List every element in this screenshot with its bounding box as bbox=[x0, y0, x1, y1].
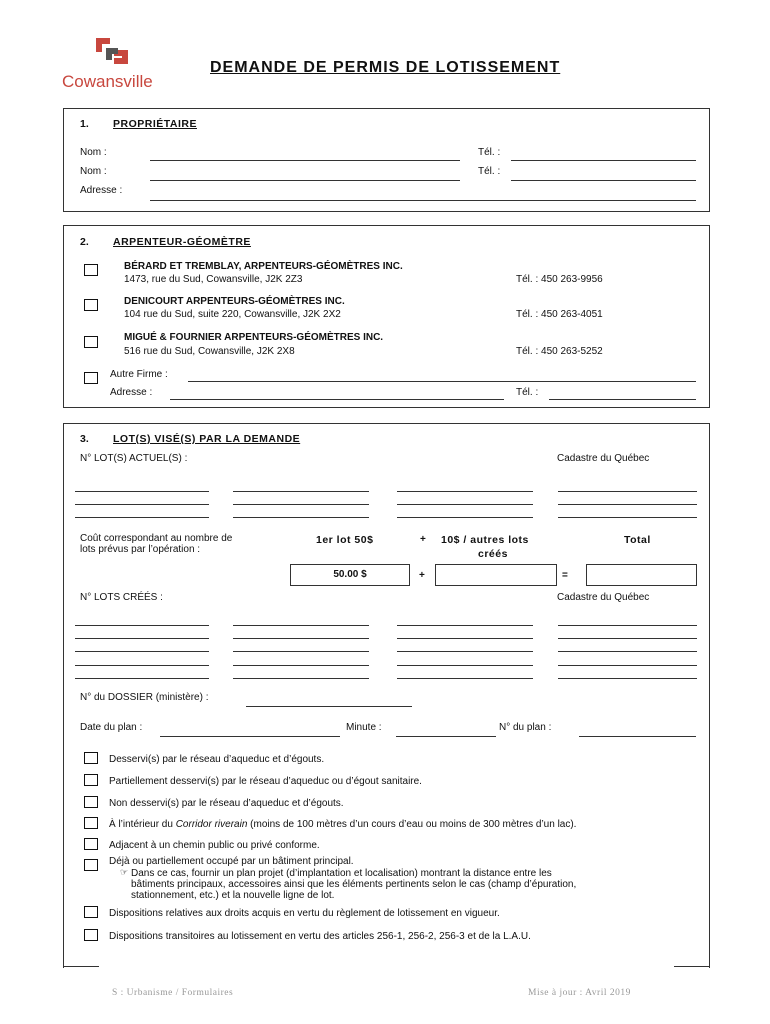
firm-2-tel: Tél. : 450 263-4051 bbox=[516, 309, 603, 320]
option-desservi-checkbox[interactable] bbox=[84, 752, 98, 764]
lot-cree-field-r3-c4[interactable] bbox=[558, 651, 697, 652]
date-plan-label: Date du plan : bbox=[80, 722, 143, 733]
page-title: DEMANDE DE PERMIS DE LOTISSEMENT bbox=[210, 59, 561, 76]
logo-text: Cowansville bbox=[62, 72, 153, 91]
minute-label: Minute : bbox=[346, 722, 382, 733]
nom-field-1[interactable] bbox=[150, 160, 460, 161]
firm-1-name: BÉRARD ET TREMBLAY, ARPENTEURS-GÉOMÈTRES INC. bbox=[124, 261, 403, 272]
option-desservi-label: Desservi(s) par le réseau d’aqueduc et d’égouts. bbox=[109, 754, 325, 765]
footer-left: S : Urbanisme / Formulaires bbox=[112, 988, 234, 998]
section-2-number: 2. bbox=[80, 236, 89, 248]
lot-actuel-field-r2-c3[interactable] bbox=[397, 504, 533, 505]
lot-cree-field-r4-c1[interactable] bbox=[75, 665, 209, 666]
lot-cree-field-r1-c2[interactable] bbox=[233, 625, 369, 626]
lot-actuel-field-r2-c2[interactable] bbox=[233, 504, 369, 505]
firm-1-address: 1473, rue du Sud, Cowansville, J2K 2Z3 bbox=[124, 274, 303, 285]
lot-cree-field-r5-c1[interactable] bbox=[75, 678, 209, 679]
lot-actuel-field-r1-c3[interactable] bbox=[397, 491, 533, 492]
lot-actuel-field-r1-c4[interactable] bbox=[558, 491, 697, 492]
lot-cree-field-r3-c2[interactable] bbox=[233, 651, 369, 652]
option-corridor-prefix: À l’intérieur du bbox=[109, 819, 173, 830]
lot-cree-field-r2-c1[interactable] bbox=[75, 638, 209, 639]
corner-mark-right bbox=[674, 966, 710, 967]
cowansville-logo-icon bbox=[92, 34, 132, 68]
lot-cree-field-r3-c3[interactable] bbox=[397, 651, 533, 652]
other-lots-label-1: 10$ / autres lots bbox=[441, 534, 529, 546]
firm-3-tel: Tél. : 450 263-5252 bbox=[516, 346, 603, 357]
autre-tel-label: Tél. : bbox=[516, 387, 539, 398]
nom-field-2[interactable] bbox=[150, 180, 460, 181]
section-2-title: ARPENTEUR-GÉOMÈTRE bbox=[113, 236, 251, 248]
lot-cree-field-r3-c1[interactable] bbox=[75, 651, 209, 652]
autre-firme-label: Autre Firme : bbox=[110, 369, 168, 380]
nom-label-2: Nom : bbox=[80, 166, 107, 177]
total-value-field[interactable] bbox=[586, 564, 697, 586]
lot-cree-field-r2-c3[interactable] bbox=[397, 638, 533, 639]
autre-adresse-field[interactable] bbox=[170, 399, 504, 400]
other-lots-label-2: créés bbox=[478, 548, 508, 560]
firm-2-name: DENICOURT ARPENTEURS-GÉOMÈTRES INC. bbox=[124, 296, 345, 307]
lot-cree-field-r5-c2[interactable] bbox=[233, 678, 369, 679]
no-plan-field[interactable] bbox=[579, 736, 696, 737]
city-logo bbox=[62, 34, 174, 94]
dossier-field[interactable] bbox=[246, 706, 412, 707]
firm-3-checkbox[interactable] bbox=[84, 336, 98, 348]
option-droits-acquis-label: Dispositions relatives aux droits acquis en vertu du règlement de lotissement en vigueur. bbox=[109, 908, 500, 919]
firm-1-checkbox[interactable] bbox=[84, 264, 98, 276]
option-occupe-label: Déjà ou partiellement occupé par un bâtiment principal. bbox=[109, 856, 354, 867]
lot-actuel-field-r3-c2[interactable] bbox=[233, 517, 369, 518]
plus-sign-1: + bbox=[420, 534, 426, 545]
autre-firme-field[interactable] bbox=[188, 381, 696, 382]
option-corridor-label bbox=[109, 819, 576, 830]
lot-actuel-field-r1-c1[interactable] bbox=[75, 491, 209, 492]
lot-actuel-field-r1-c2[interactable] bbox=[233, 491, 369, 492]
firm-1-tel: Tél. : 450 263-9956 bbox=[516, 274, 603, 285]
lot-cree-field-r5-c4[interactable] bbox=[558, 678, 697, 679]
lot-actuel-field-r2-c1[interactable] bbox=[75, 504, 209, 505]
lot-actuel-field-r3-c3[interactable] bbox=[397, 517, 533, 518]
autre-adresse-label: Adresse : bbox=[110, 387, 153, 398]
option-corridor-checkbox[interactable] bbox=[84, 817, 98, 829]
firm-2-address: 104 rue du Sud, suite 220, Cowansville, J2K 2X2 bbox=[124, 309, 341, 320]
section-1-title: PROPRIÉTAIRE bbox=[113, 118, 197, 130]
no-plan-label: N° du plan : bbox=[499, 722, 552, 733]
option-adjacent-checkbox[interactable] bbox=[84, 838, 98, 850]
option-non-desservi-label: Non desservi(s) par le réseau d’aqueduc et d’égouts. bbox=[109, 798, 344, 809]
pointing-hand-icon: ☞ bbox=[120, 867, 129, 877]
firm-3-name: MIGUÉ & FOURNIER ARPENTEURS-GÉOMÈTRES INC. bbox=[124, 332, 384, 343]
option-corridor-italic: Corridor riverain bbox=[175, 819, 248, 830]
option-adjacent-label: Adjacent à un chemin public ou privé conforme. bbox=[109, 840, 320, 851]
tel-label-2: Tél. : bbox=[478, 166, 501, 177]
occupe-note-line-3: stationnement, etc.) et la nouvelle ligne de lot. bbox=[131, 890, 335, 901]
occupe-note-line-1: Dans ce cas, fournir un plan projet (d’implantation et localisation) montrant la distance entre les bbox=[131, 868, 552, 879]
lot-cree-field-r4-c3[interactable] bbox=[397, 665, 533, 666]
lots-actuels-label: N° LOT(S) ACTUEL(S) : bbox=[80, 453, 188, 464]
tel-field-1[interactable] bbox=[511, 160, 696, 161]
cadastre-label-2: Cadastre du Québec bbox=[557, 592, 650, 603]
corner-mark-left bbox=[63, 966, 99, 967]
lot-cree-field-r2-c4[interactable] bbox=[558, 638, 697, 639]
firm-2-checkbox[interactable] bbox=[84, 299, 98, 311]
dossier-label: N° du DOSSIER (ministère) : bbox=[80, 692, 209, 703]
section-3-title: LOT(S) VISÉ(S) PAR LA DEMANDE bbox=[113, 433, 301, 445]
section-1-number: 1. bbox=[80, 118, 89, 130]
other-lots-value-field[interactable] bbox=[435, 564, 557, 586]
date-plan-field[interactable] bbox=[160, 736, 340, 737]
tel-label-1: Tél. : bbox=[478, 147, 501, 158]
option-partiellement-label: Partiellement desservi(s) par le réseau d’aqueduc ou d’égout sanitaire. bbox=[109, 776, 422, 787]
lot-cree-field-r5-c3[interactable] bbox=[397, 678, 533, 679]
cout-label-line-1: Coût correspondant au nombre de bbox=[80, 533, 233, 544]
autre-tel-field[interactable] bbox=[549, 399, 696, 400]
plus-sign-2: + bbox=[419, 570, 425, 581]
tel-field-2[interactable] bbox=[511, 180, 696, 181]
occupe-note-line-2: bâtiments principaux, accessoires ainsi que les éléments pertinents selon le cas (champ d’épuration, bbox=[131, 879, 577, 890]
first-lot-label: 1er lot 50$ bbox=[316, 534, 374, 546]
cadastre-label-1: Cadastre du Québec bbox=[557, 453, 650, 464]
equals-sign: = bbox=[562, 570, 568, 581]
lot-actuel-field-r3-c4[interactable] bbox=[558, 517, 697, 518]
total-label: Total bbox=[624, 534, 651, 546]
option-corridor-rest: (moins de 100 mètres d’un cours d’eau ou moins de 300 mètres d’un lac). bbox=[250, 819, 577, 830]
adresse-field[interactable] bbox=[150, 200, 696, 201]
lot-cree-field-r4-c2[interactable] bbox=[233, 665, 369, 666]
option-dispositions-transitoires-checkbox[interactable] bbox=[84, 929, 98, 941]
option-dispositions-transitoires-label: Dispositions transitoires au lotissement en vertu des articles 256-1, 256-2, 256-3 et de la L.A.U. bbox=[109, 931, 531, 942]
lot-cree-field-r1-c3[interactable] bbox=[397, 625, 533, 626]
lot-actuel-field-r2-c4[interactable] bbox=[558, 504, 697, 505]
section-3-number: 3. bbox=[80, 433, 89, 445]
lots-crees-label: N° LOTS CRÉÉS : bbox=[80, 592, 163, 603]
adresse-label: Adresse : bbox=[80, 185, 123, 196]
minute-field[interactable] bbox=[396, 736, 496, 737]
lot-cree-field-r1-c1[interactable] bbox=[75, 625, 209, 626]
option-occupe-checkbox[interactable] bbox=[84, 859, 98, 871]
cout-label-line-2: lots prévus par l’opération : bbox=[80, 544, 201, 555]
option-partiellement-checkbox[interactable] bbox=[84, 774, 98, 786]
lot-cree-field-r1-c4[interactable] bbox=[558, 625, 697, 626]
first-lot-value-field[interactable]: 50.00 $ bbox=[290, 564, 410, 586]
option-non-desservi-checkbox[interactable] bbox=[84, 796, 98, 808]
autre-firme-checkbox[interactable] bbox=[84, 372, 98, 384]
option-droits-acquis-checkbox[interactable] bbox=[84, 906, 98, 918]
lot-cree-field-r4-c4[interactable] bbox=[558, 665, 697, 666]
lot-actuel-field-r3-c1[interactable] bbox=[75, 517, 209, 518]
lot-cree-field-r2-c2[interactable] bbox=[233, 638, 369, 639]
footer-right: Mise à jour : Avril 2019 bbox=[528, 988, 631, 998]
firm-3-address: 516 rue du Sud, Cowansville, J2K 2X8 bbox=[124, 346, 295, 357]
nom-label-1: Nom : bbox=[80, 147, 107, 158]
